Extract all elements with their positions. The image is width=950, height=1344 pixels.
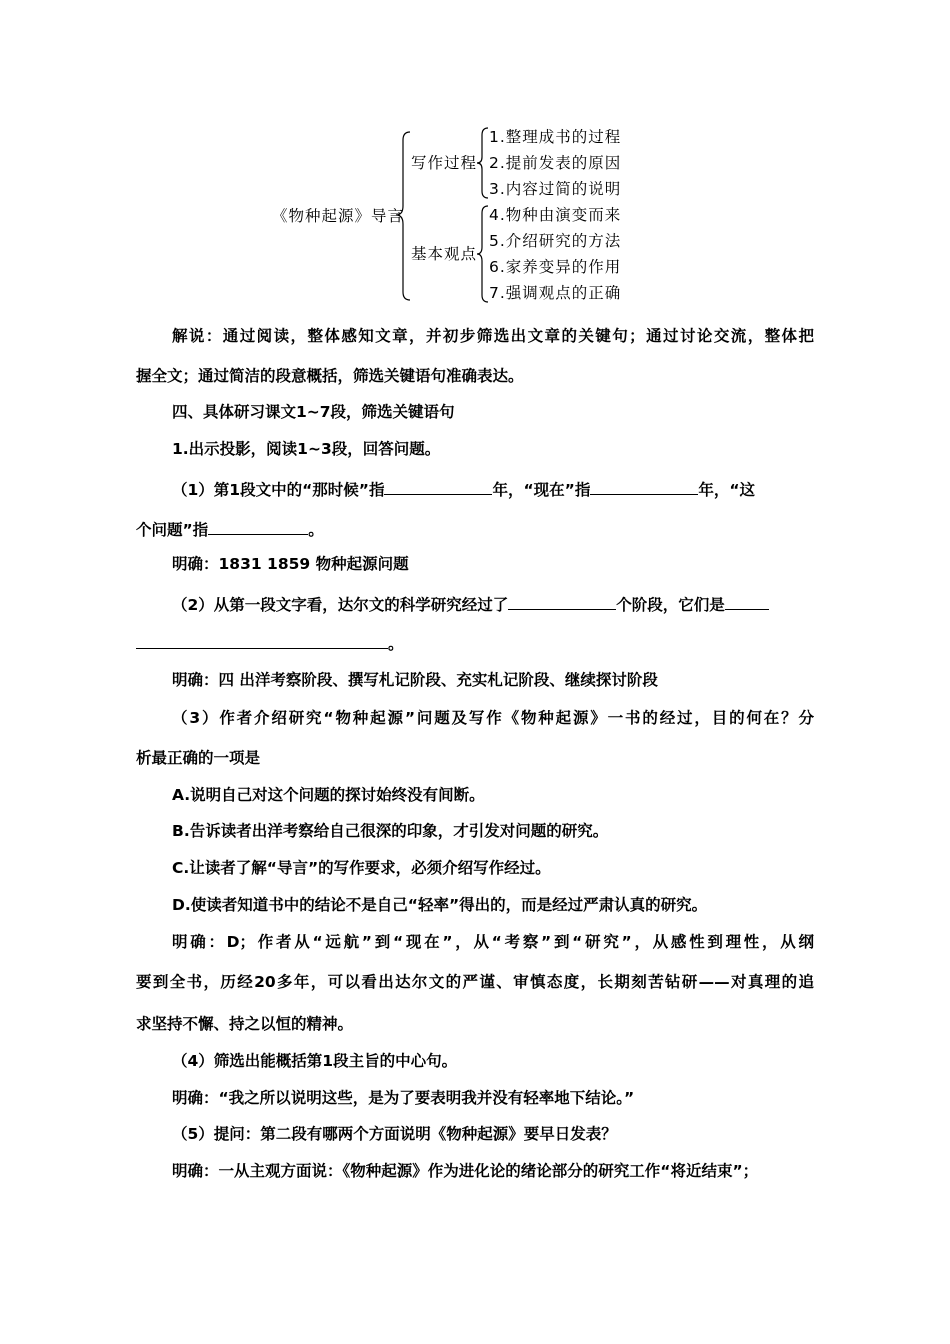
answer-line: 明确：D；作者从“远航”到“现在”，从“考察”到“研究”，从感性到理性，从纲 <box>172 933 814 951</box>
question-1-3-continued: 析最正确的一项是 <box>136 749 261 767</box>
answer-blank[interactable] <box>384 480 492 495</box>
question-text: （2）从第一段文字看，达尔文的科学研究经过了 <box>172 596 509 614</box>
question-1-4: （4）筛选出能概括第1段主旨的中心句。 <box>172 1052 458 1070</box>
answer-blank[interactable] <box>508 595 616 610</box>
answer-line: 明确：“我之所以说明这些，是为了要表明我并没有轻率地下结论。” <box>172 1089 635 1107</box>
explanation-line: 解说：通过阅读，整体感知文章，并初步筛选出文章的关键句；通过讨论交流，整体把 <box>172 327 814 345</box>
option-b: B.告诉读者出洋考察给自己很深的印象，才引发对问题的研究。 <box>172 822 609 840</box>
answer-blank[interactable] <box>725 595 769 610</box>
diagram-item: 4.物种由演变而来 <box>489 206 622 224</box>
question-text: 个问题”指 <box>136 521 209 539</box>
outline-diagram <box>0 0 950 320</box>
explanation-line: 握全文；通过简洁的段意概括，筛选关键语句准确表达。 <box>136 367 524 385</box>
diagram-group-label-views: 基本观点 <box>411 245 478 263</box>
question-text: 个阶段，它们是 <box>616 596 725 614</box>
question-1-1 <box>172 480 814 499</box>
question-text: 。 <box>388 635 404 653</box>
diagram-item: 1.整理成书的过程 <box>489 128 622 146</box>
answer-line: 要到全书，历经20多年，可以看出达尔文的严谨、审慎态度，长期刻苦钻研——对真理的追 <box>136 973 814 991</box>
diagram-item: 3.内容过简的说明 <box>489 180 622 198</box>
diagram-item: 6.家养变异的作用 <box>489 258 622 276</box>
answer-blank[interactable] <box>590 480 698 495</box>
question-text: 年，“这 <box>698 481 756 499</box>
answer-line: 明确：1831 1859 物种起源问题 <box>172 555 409 573</box>
answer-line: 明确：一从主观方面说：《物种起源》作为进化论的绪论部分的研究工作“将近结束”； <box>172 1162 759 1180</box>
option-d: D.使读者知道书中的结论不是自己“轻率”得出的，而是经过严肃认真的研究。 <box>172 896 708 914</box>
diagram-root-label: 《物种起源》导言 <box>272 207 405 225</box>
question-1-3: （3）作者介绍研究“物种起源”问题及写作《物种起源》一书的经过，目的何在？分 <box>172 709 814 727</box>
answer-line: 明确：四 出洋考察阶段、撰写札记阶段、充实札记阶段、继续探讨阶段 <box>172 671 658 689</box>
diagram-item: 5.介绍研究的方法 <box>489 232 622 250</box>
question-text: （1）第1段文中的“那时候”指 <box>172 481 385 499</box>
question-1-2-continued <box>136 634 814 653</box>
question-heading: 1.出示投影，阅读1~3段，回答问题。 <box>172 440 441 458</box>
diagram-item: 2.提前发表的原因 <box>489 154 622 172</box>
option-a: A.说明自己对这个问题的探讨始终没有间断。 <box>172 786 485 804</box>
answer-blank[interactable] <box>208 520 308 535</box>
question-text: 。 <box>308 521 324 539</box>
diagram-group-label-writing: 写作过程 <box>411 154 478 172</box>
section-heading: 四、具体研习课文1~7段，筛选关键语句 <box>172 403 455 421</box>
diagram-item: 7.强调观点的正确 <box>489 284 622 302</box>
answer-blank[interactable] <box>136 634 388 649</box>
question-1-2 <box>172 595 814 614</box>
question-1-5: （5）提问：第二段有哪两个方面说明《物种起源》要早日发表？ <box>172 1125 617 1143</box>
question-1-1-continued <box>136 520 814 539</box>
question-text: 年，“现在”指 <box>492 481 591 499</box>
option-c: C.让读者了解“导言”的写作要求，必须介绍写作经过。 <box>172 859 551 877</box>
answer-line: 求坚持不懈、持之以恒的精神。 <box>136 1015 354 1033</box>
